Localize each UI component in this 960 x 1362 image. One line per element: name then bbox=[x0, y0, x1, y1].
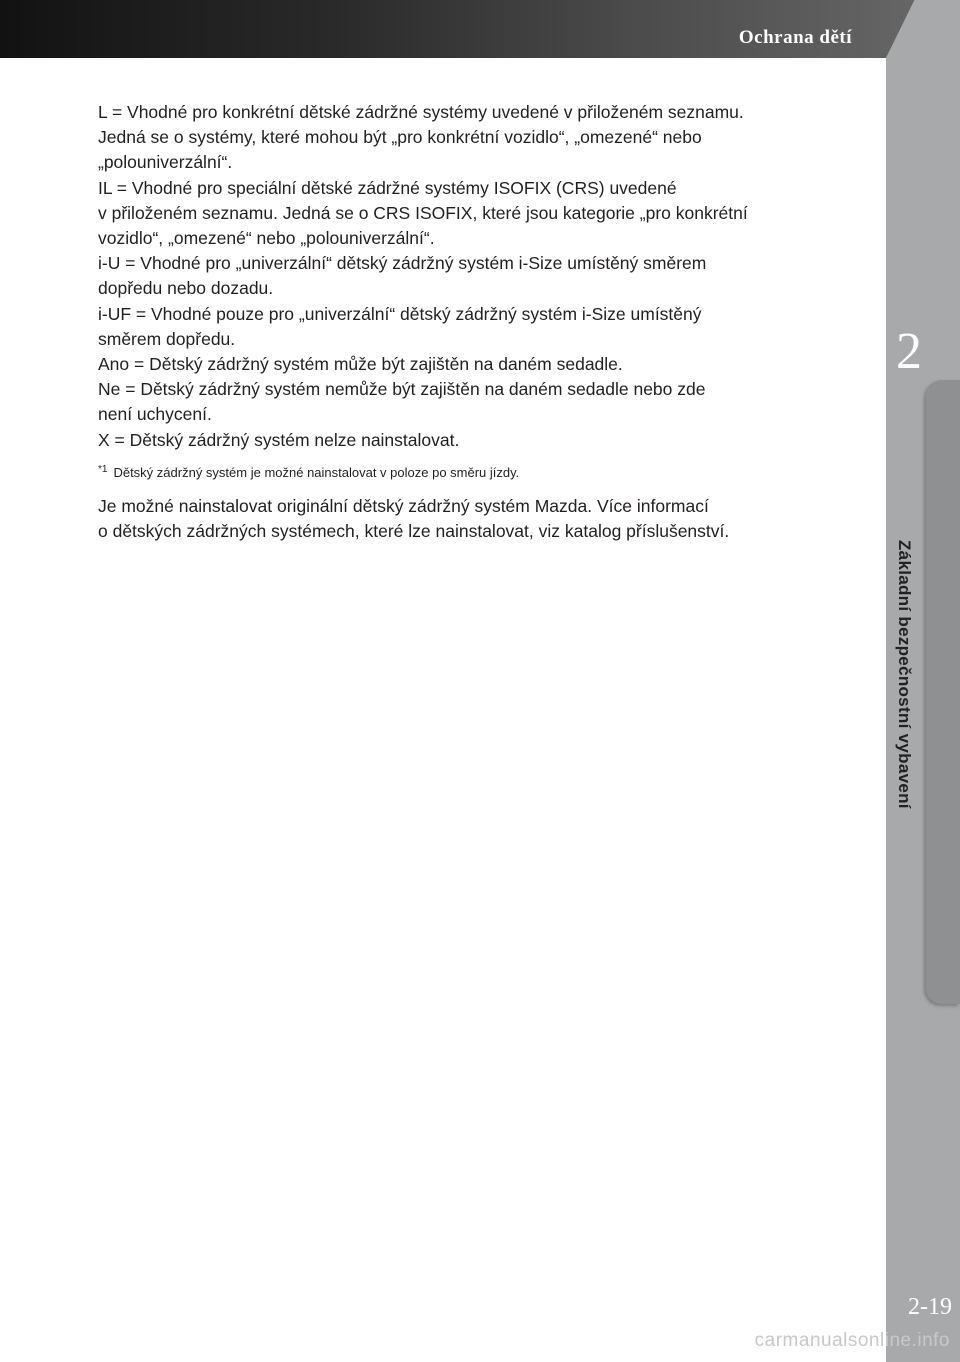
footnote-marker: *1 bbox=[98, 463, 108, 475]
chapter-tab[interactable] bbox=[926, 380, 960, 1004]
legend-line: L = Vhodné pro konkrétní dětské zádržné systémy uvedené v přiloženém seznamu. bbox=[98, 102, 744, 122]
footnote-text: Dětský zádržný systém je možné nainstalovat v poloze po směru jízdy. bbox=[113, 464, 520, 480]
info-line: Je možné nainstalovat originální dětský zádržný systém Mazda. Více informací bbox=[98, 495, 709, 516]
legend-line: i-UF = Vhodné pouze pro „univerzální“ dětský zádržný systém i-Size umístěný bbox=[98, 303, 702, 324]
chapter-number: 2 bbox=[896, 323, 922, 380]
legend-line: Ano = Dětský zádržný systém může být zajištěn na daném sedadle. bbox=[98, 354, 623, 375]
page-content bbox=[98, 100, 858, 544]
footnote bbox=[98, 461, 858, 482]
legend-line: „polouniverzální“. bbox=[98, 152, 233, 173]
info-paragraph bbox=[98, 494, 858, 544]
legend-line: Jedná se o systémy, které mohou být „pro konkrétní vozidlo“, „omezené“ nebo bbox=[98, 127, 702, 148]
legend-line: vozidlo“, „omezené“ nebo „polouniverzální“. bbox=[98, 228, 435, 249]
legend-line: není uchycení. bbox=[98, 404, 212, 425]
legend-line: IL = Vhodné pro speciální dětské zádržné systémy ISOFIX (CRS) uvedené bbox=[98, 177, 677, 198]
legend-line: dopředu nebo dozadu. bbox=[98, 278, 274, 299]
section-title: Ochrana dětí bbox=[738, 27, 852, 48]
legend-block bbox=[98, 100, 858, 453]
page-number: 2-19 bbox=[908, 1294, 952, 1320]
legend-line: Ne = Dětský zádržný systém nemůže být zajištěn na daném sedadle nebo zde bbox=[98, 379, 706, 400]
legend-line: X = Dětský zádržný systém nelze nainstalovat. bbox=[98, 429, 460, 450]
legend-line: směrem dopředu. bbox=[98, 328, 236, 349]
legend-line: i-U = Vhodné pro „univerzální“ dětský zádržný systém i-Size umístěný směrem bbox=[98, 253, 707, 274]
info-line: o dětských zádržných systémech, které lze nainstalovat, viz katalog příslušenství. bbox=[98, 521, 730, 542]
chapter-tab-label: Základní bezpečnostní vybavení bbox=[895, 540, 914, 809]
watermark: carmanualsonline.info bbox=[754, 1330, 950, 1351]
legend-line: v přiloženém seznamu. Jedná se o CRS ISOFIX, které jsou kategorie „pro konkrétní bbox=[98, 202, 748, 223]
